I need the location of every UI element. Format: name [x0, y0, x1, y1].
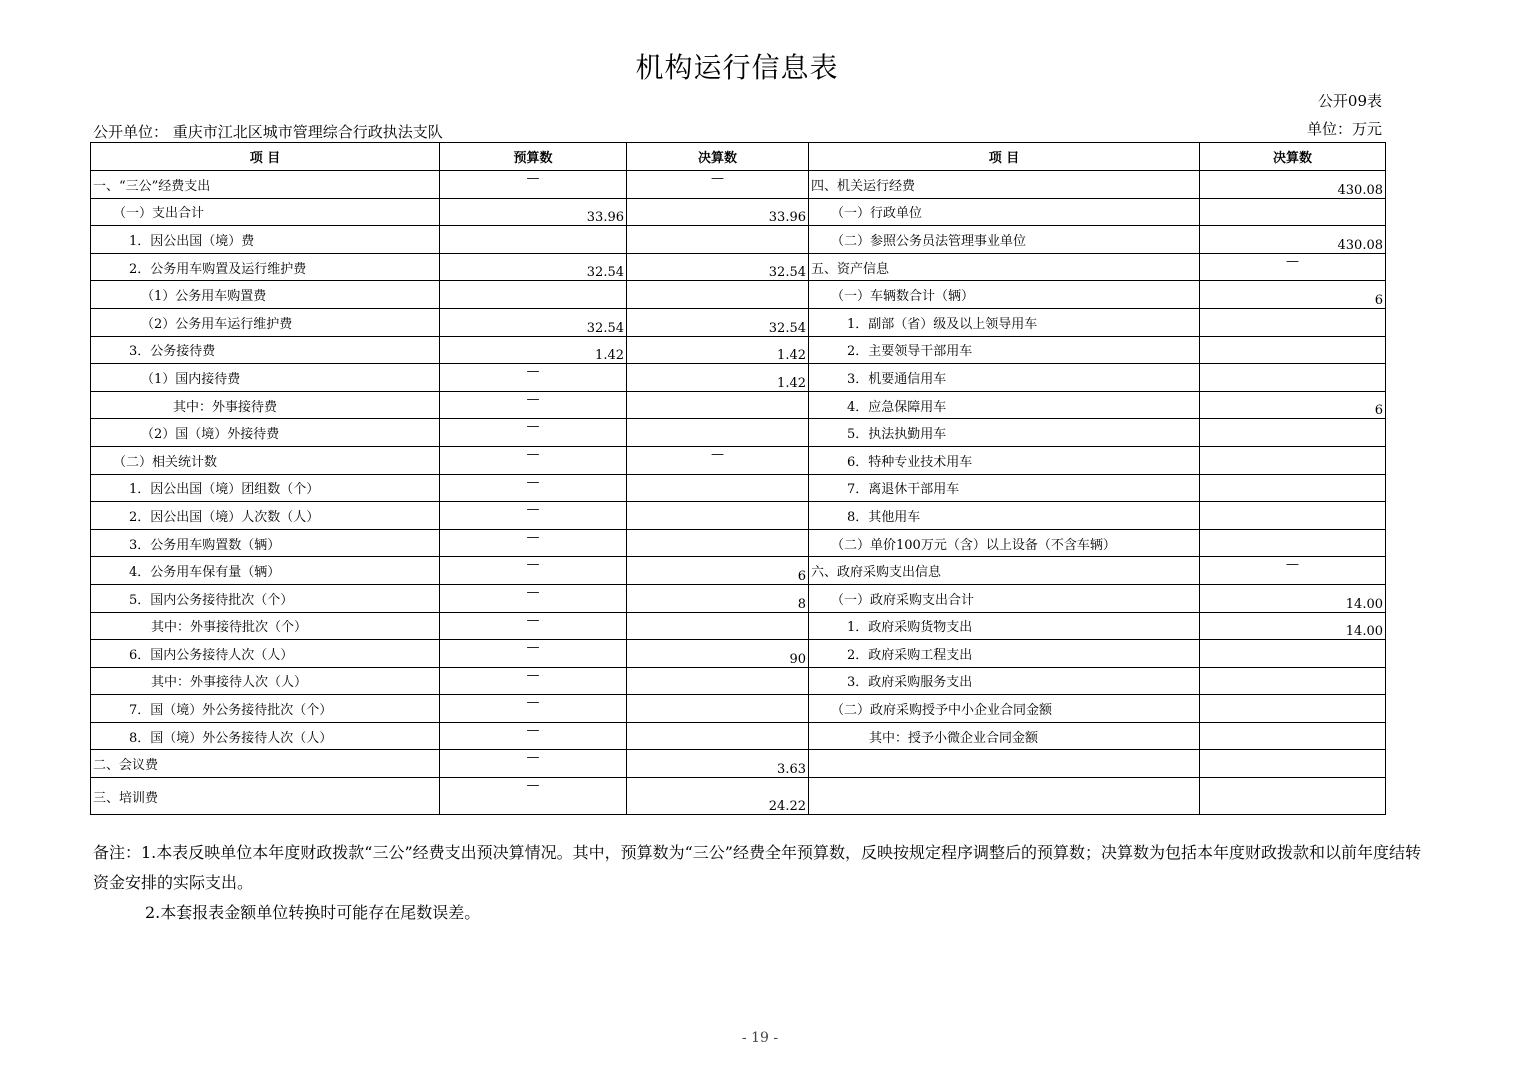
row-budget: —: [440, 557, 627, 585]
header-budget: 预算数: [440, 143, 627, 171]
row-item-left: 5．国内公务接待批次（个）: [91, 584, 440, 612]
row-final-left: [627, 695, 809, 723]
row-item-left: 1．因公出国（境）费: [91, 226, 440, 254]
row-item-right: 8．其他用车: [809, 502, 1200, 530]
table-body: [91, 171, 1386, 815]
table-row: [91, 391, 1386, 419]
unit-label: 单位：万元: [1306, 120, 1382, 138]
row-final-left: [627, 722, 809, 750]
row-final-right: [1200, 695, 1386, 723]
table-row: [91, 584, 1386, 612]
row-final-left: 3.63: [627, 750, 809, 778]
row-item-left: 其中：外事接待费: [91, 391, 440, 419]
row-final-right: 6: [1200, 391, 1386, 419]
row-final-left: 32.54: [627, 253, 809, 281]
row-final-left: 90: [627, 640, 809, 668]
row-budget: —: [440, 364, 627, 392]
row-item-left: 7．国（境）外公务接待批次（个）: [91, 695, 440, 723]
row-final-right: [1200, 336, 1386, 364]
row-final-right: —: [1200, 557, 1386, 585]
row-budget: —: [440, 778, 627, 815]
row-item-right: [809, 778, 1200, 815]
row-item-left: 二、会议费: [91, 750, 440, 778]
row-final-left: [627, 391, 809, 419]
row-item-right: 2．主要领导干部用车: [809, 336, 1200, 364]
table-row: [91, 640, 1386, 668]
row-final-right: [1200, 722, 1386, 750]
row-item-right: 其中：授予小微企业合同金额: [809, 722, 1200, 750]
row-final-right: [1200, 364, 1386, 392]
row-item-left: 其中：外事接待批次（个）: [91, 612, 440, 640]
row-item-left: （1）公务用车购置费: [91, 281, 440, 309]
row-final-left: [627, 612, 809, 640]
row-item-right: （一）车辆数合计（辆）: [809, 281, 1200, 309]
table-row: [91, 419, 1386, 447]
row-item-right: 3．机要通信用车: [809, 364, 1200, 392]
row-final-right: —: [1200, 253, 1386, 281]
row-final-left: 1.42: [627, 336, 809, 364]
table-row: [91, 171, 1386, 199]
row-budget: —: [440, 612, 627, 640]
row-budget: —: [440, 171, 627, 199]
row-budget: 33.96: [440, 198, 627, 226]
row-item-left: 一、“三公”经费支出: [91, 171, 440, 199]
row-item-right: 六、政府采购支出信息: [809, 557, 1200, 585]
table-row: [91, 667, 1386, 695]
row-item-right: 4．应急保障用车: [809, 391, 1200, 419]
row-final-left: [627, 667, 809, 695]
row-final-left: [627, 419, 809, 447]
row-item-right: （一）行政单位: [809, 198, 1200, 226]
row-item-right: 2．政府采购工程支出: [809, 640, 1200, 668]
row-budget: —: [440, 419, 627, 447]
row-final-left: 32.54: [627, 308, 809, 336]
publishing-org: 公开单位： 重庆市江北区城市管理综合行政执法支队: [93, 123, 443, 141]
table-row: [91, 308, 1386, 336]
table-row: [91, 474, 1386, 502]
row-budget: 32.54: [440, 253, 627, 281]
notes: [93, 838, 1433, 928]
row-final-right: [1200, 529, 1386, 557]
table-row: [91, 557, 1386, 585]
row-budget: —: [440, 529, 627, 557]
note-line-1: 备注：1.本表反映单位本年度财政拨款“三公”经费支出预决算情况。其中，预算数为“三公”经费全年预算数，反映按规定程序调整后的预算数；决算数为包括本年度财政拨款和以前年度结转资金安排的实际支出。: [93, 843, 1421, 892]
row-item-left: （一）支出合计: [91, 198, 440, 226]
row-final-left: [627, 529, 809, 557]
info-table: [90, 142, 1386, 815]
row-budget: —: [440, 391, 627, 419]
note-line-2: 2.本套报表金额单位转换时可能存在尾数误差。: [145, 903, 481, 922]
row-item-right: 6．特种专业技术用车: [809, 446, 1200, 474]
row-final-left: 24.22: [627, 778, 809, 815]
row-item-left: 3．公务接待费: [91, 336, 440, 364]
row-final-left: 8: [627, 584, 809, 612]
row-item-left: （2）国（境）外接待费: [91, 419, 440, 447]
row-final-left: [627, 281, 809, 309]
table-row: [91, 695, 1386, 723]
row-final-right: [1200, 308, 1386, 336]
row-item-right: （二）参照公务员法管理事业单位: [809, 226, 1200, 254]
table-row: [91, 502, 1386, 530]
row-item-right: 3．政府采购服务支出: [809, 667, 1200, 695]
row-item-left: （2）公务用车运行维护费: [91, 308, 440, 336]
row-final-right: [1200, 750, 1386, 778]
row-final-right: 6: [1200, 281, 1386, 309]
row-final-right: 14.00: [1200, 584, 1386, 612]
row-final-left: —: [627, 171, 809, 199]
table-row: [91, 446, 1386, 474]
row-final-right: [1200, 640, 1386, 668]
row-budget: [440, 226, 627, 254]
row-item-right: 5．执法执勤用车: [809, 419, 1200, 447]
row-item-left: 8．国（境）外公务接待人次（人）: [91, 722, 440, 750]
row-final-right: 14.00: [1200, 612, 1386, 640]
row-item-right: （二）政府采购授予中小企业合同金额: [809, 695, 1200, 723]
page-number: - 19 -: [741, 1030, 779, 1046]
row-item-right: 1．副部（省）级及以上领导用车: [809, 308, 1200, 336]
row-item-right: [809, 750, 1200, 778]
table-row: [91, 198, 1386, 226]
header-item-right: 项 目: [809, 143, 1200, 171]
row-final-right: [1200, 778, 1386, 815]
row-item-right: 五、资产信息: [809, 253, 1200, 281]
row-final-left: 33.96: [627, 198, 809, 226]
row-final-right: [1200, 419, 1386, 447]
row-budget: 32.54: [440, 308, 627, 336]
row-final-right: [1200, 198, 1386, 226]
row-item-left: 2．公务用车购置及运行维护费: [91, 253, 440, 281]
header-item-left: 项 目: [91, 143, 440, 171]
row-budget: —: [440, 446, 627, 474]
row-budget: —: [440, 640, 627, 668]
row-final-left: 1.42: [627, 364, 809, 392]
table-row: [91, 750, 1386, 778]
row-item-right: 1．政府采购货物支出: [809, 612, 1200, 640]
row-item-right: （一）政府采购支出合计: [809, 584, 1200, 612]
row-budget: —: [440, 695, 627, 723]
row-final-right: 430.08: [1200, 171, 1386, 199]
header-final-right: 决算数: [1200, 143, 1386, 171]
row-budget: —: [440, 722, 627, 750]
row-item-left: （二）相关统计数: [91, 446, 440, 474]
row-final-right: [1200, 474, 1386, 502]
table-row: [91, 226, 1386, 254]
row-budget: [440, 281, 627, 309]
row-item-left: 其中：外事接待人次（人）: [91, 667, 440, 695]
row-final-left: [627, 226, 809, 254]
row-budget: —: [440, 667, 627, 695]
row-item-left: （1）国内接待费: [91, 364, 440, 392]
row-item-right: 四、机关运行经费: [809, 171, 1200, 199]
table-row: [91, 281, 1386, 309]
row-final-left: 6: [627, 557, 809, 585]
form-number: 公开09表: [1317, 92, 1382, 110]
row-final-right: [1200, 502, 1386, 530]
row-budget: —: [440, 502, 627, 530]
header-final-left: 决算数: [627, 143, 809, 171]
row-final-left: [627, 474, 809, 502]
page-title: 机构运行信息表: [635, 51, 839, 84]
row-final-left: —: [627, 446, 809, 474]
row-final-left: [627, 502, 809, 530]
table-row: [91, 336, 1386, 364]
table-row: [91, 778, 1386, 815]
row-budget: —: [440, 474, 627, 502]
row-item-left: 6．国内公务接待人次（人）: [91, 640, 440, 668]
table-header-row: [91, 143, 1386, 171]
row-final-right: [1200, 446, 1386, 474]
table-row: [91, 253, 1386, 281]
row-item-left: 1．因公出国（境）团组数（个）: [91, 474, 440, 502]
row-item-left: 3．公务用车购置数（辆）: [91, 529, 440, 557]
row-item-left: 三、培训费: [91, 778, 440, 815]
row-item-right: 7．离退休干部用车: [809, 474, 1200, 502]
table-row: [91, 364, 1386, 392]
row-item-left: 4．公务用车保有量（辆）: [91, 557, 440, 585]
row-item-left: 2．因公出国（境）人次数（人）: [91, 502, 440, 530]
row-budget: —: [440, 750, 627, 778]
row-budget: —: [440, 584, 627, 612]
table-row: [91, 529, 1386, 557]
row-final-right: [1200, 667, 1386, 695]
row-budget: 1.42: [440, 336, 627, 364]
table-row: [91, 722, 1386, 750]
row-item-right: （二）单价100万元（含）以上设备（不含车辆）: [809, 529, 1200, 557]
row-final-right: 430.08: [1200, 226, 1386, 254]
table-row: [91, 612, 1386, 640]
